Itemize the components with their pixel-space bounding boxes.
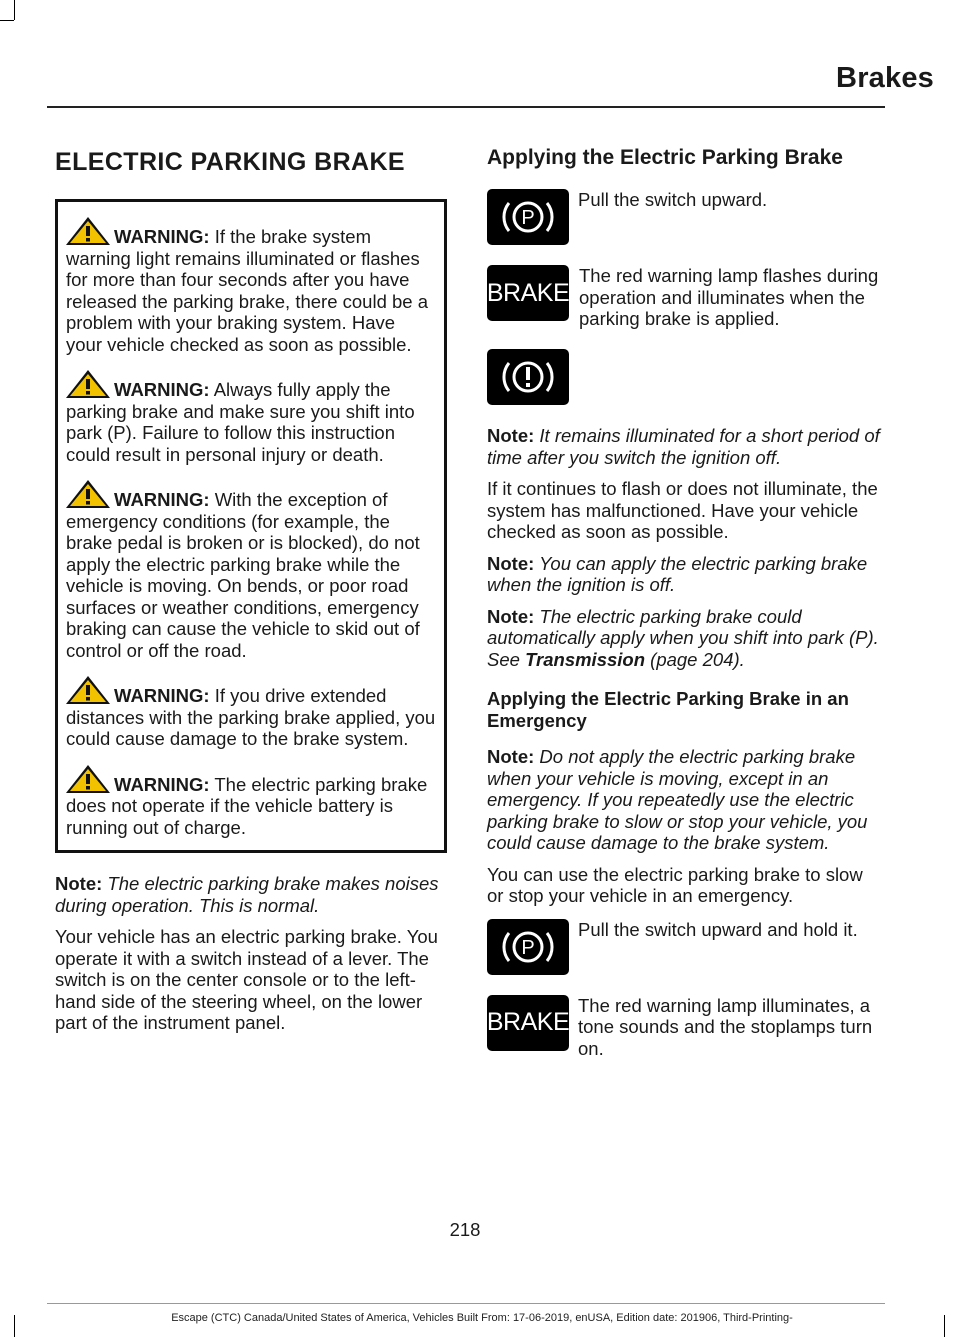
warning-text: If you drive extended distances with the parking brake applied, you could cause damage to the brake system. <box>66 685 436 749</box>
warning-text: If the brake system warning light remains illuminated or flashes for more than four seconds after you have released the parking brake, there could be a problem with your braking system. Have your vehicle checked as soon as possible. <box>66 226 429 355</box>
note-label: Note: <box>487 746 535 767</box>
note-label: Note: <box>487 605 535 627</box>
parking-p-switch-icon <box>487 919 569 975</box>
footer-text: Escape (CTC) Canada/United States of America, Vehicles Built From: 17-06-2019, enUSA, Edition date: 201906, Third-Printing- <box>171 1312 793 1324</box>
warning-text: The electric parking brake does not operate if the vehicle battery is running out of charge. <box>66 773 428 838</box>
body-paragraph: Your vehicle has an electric parking brake. You operate it with a switch instead of a lever. The switch is on the center console or to the left-hand side of the steering wheel, on the lower part of the instrument panel. <box>55 926 438 1033</box>
warning-triangle-icon <box>64 675 112 705</box>
warning-label: WARNING: <box>114 685 210 706</box>
warning-label: WARNING: <box>114 489 210 510</box>
svg-text:P: P <box>521 936 535 959</box>
body-paragraph: If it continues to flash or does not illuminate, the system has malfunctioned. Have your vehicle checked as soon as possible. <box>487 478 878 542</box>
warning-box <box>55 199 447 853</box>
icon-row-text: The red warning lamp flashes during operation and illuminates when the parking brake is applied. <box>579 265 879 329</box>
warning-triangle-icon <box>64 479 112 509</box>
header-rule <box>47 106 885 108</box>
icon-row <box>487 919 881 985</box>
warning-item <box>66 764 436 839</box>
svg-text:P: P <box>521 207 535 229</box>
warning-item <box>66 216 436 355</box>
note <box>487 553 881 596</box>
cross-reference-link[interactable]: Transmission <box>525 648 646 670</box>
warning-triangle-icon <box>64 216 112 246</box>
warning-item <box>66 369 436 465</box>
note-text: The electric parking brake could automatically apply when you shift into park (P). See <box>487 605 879 670</box>
parking-p-switch-icon <box>487 189 569 245</box>
subsection-title: Applying the Electric Parking Brake <box>487 146 843 169</box>
warning-label: WARNING: <box>114 379 210 400</box>
icon-row-text: Pull the switch upward and hold it. <box>578 918 858 940</box>
warning-text: Always fully apply the parking brake and make sure you shift into park (P). Failure to follow this instruction could result in personal injury or death. <box>66 379 415 465</box>
warning-item <box>66 675 436 750</box>
crop-mark <box>0 20 14 21</box>
icon-row-text: The red warning lamp illuminates, a tone sounds and the stoplamps turn on. <box>578 994 873 1059</box>
page-header-title: Brakes <box>836 62 934 94</box>
warning-label: WARNING: <box>114 226 210 247</box>
note-text: It remains illuminated for a short period of time after you switch the ignition off. <box>487 425 880 468</box>
note <box>55 873 447 916</box>
section-title: ELECTRIC PARKING BRAKE <box>55 148 406 176</box>
note <box>487 746 881 854</box>
note-text: The electric parking brake makes noises during operation. This is normal. <box>55 873 439 916</box>
warning-item <box>66 479 436 661</box>
brake-warning-lamp-icon: BRAKE <box>487 995 569 1051</box>
brake-warning-lamp-icon: BRAKE <box>487 265 569 321</box>
footer-rule <box>47 1303 885 1304</box>
subsection-title: Applying the Electric Parking Brake in an Emergency <box>487 688 849 731</box>
warning-triangle-icon <box>64 369 112 399</box>
note-label: Note: <box>487 425 535 446</box>
crop-mark <box>14 1315 15 1337</box>
note-label: Note: <box>487 552 535 574</box>
warning-triangle-icon <box>64 764 112 794</box>
icon-row <box>487 265 881 331</box>
icon-row <box>487 349 881 415</box>
warning-text: With the exception of emergency conditions (for example, the brake pedal is broken or is blocked), do not apply the electric parking brake while the vehicle is moving. On bends, or poor road surfaces or weather conditions, emergency braking can cause the vehicle to skid out of control or off the road. <box>66 489 420 661</box>
brake-system-warning-icon <box>487 349 569 405</box>
note-label: Note: <box>55 873 103 894</box>
note <box>487 425 881 468</box>
crop-mark <box>944 1315 945 1337</box>
right-column <box>487 146 881 1071</box>
icon-row <box>487 995 881 1061</box>
left-column <box>55 148 447 1044</box>
note-text: (page 204). <box>645 648 745 670</box>
page-number: 218 <box>449 1219 481 1240</box>
icon-row-text: Pull the switch upward. <box>578 189 768 210</box>
note-text: Do not apply the electric parking brake when your vehicle is moving, except in an emergency. If you repeatedly use the electric parking brake to slow or stop your vehicle, you could cause damage to the brake system. <box>487 746 868 853</box>
warning-label: WARNING: <box>114 773 210 795</box>
icon-row <box>487 189 881 255</box>
body-paragraph: You can use the electric parking brake to slow or stop your vehicle in an emergency. <box>487 863 863 906</box>
note <box>487 606 881 671</box>
note-text: You can apply the electric parking brake when the ignition is off. <box>487 552 868 595</box>
crop-mark <box>14 0 15 20</box>
